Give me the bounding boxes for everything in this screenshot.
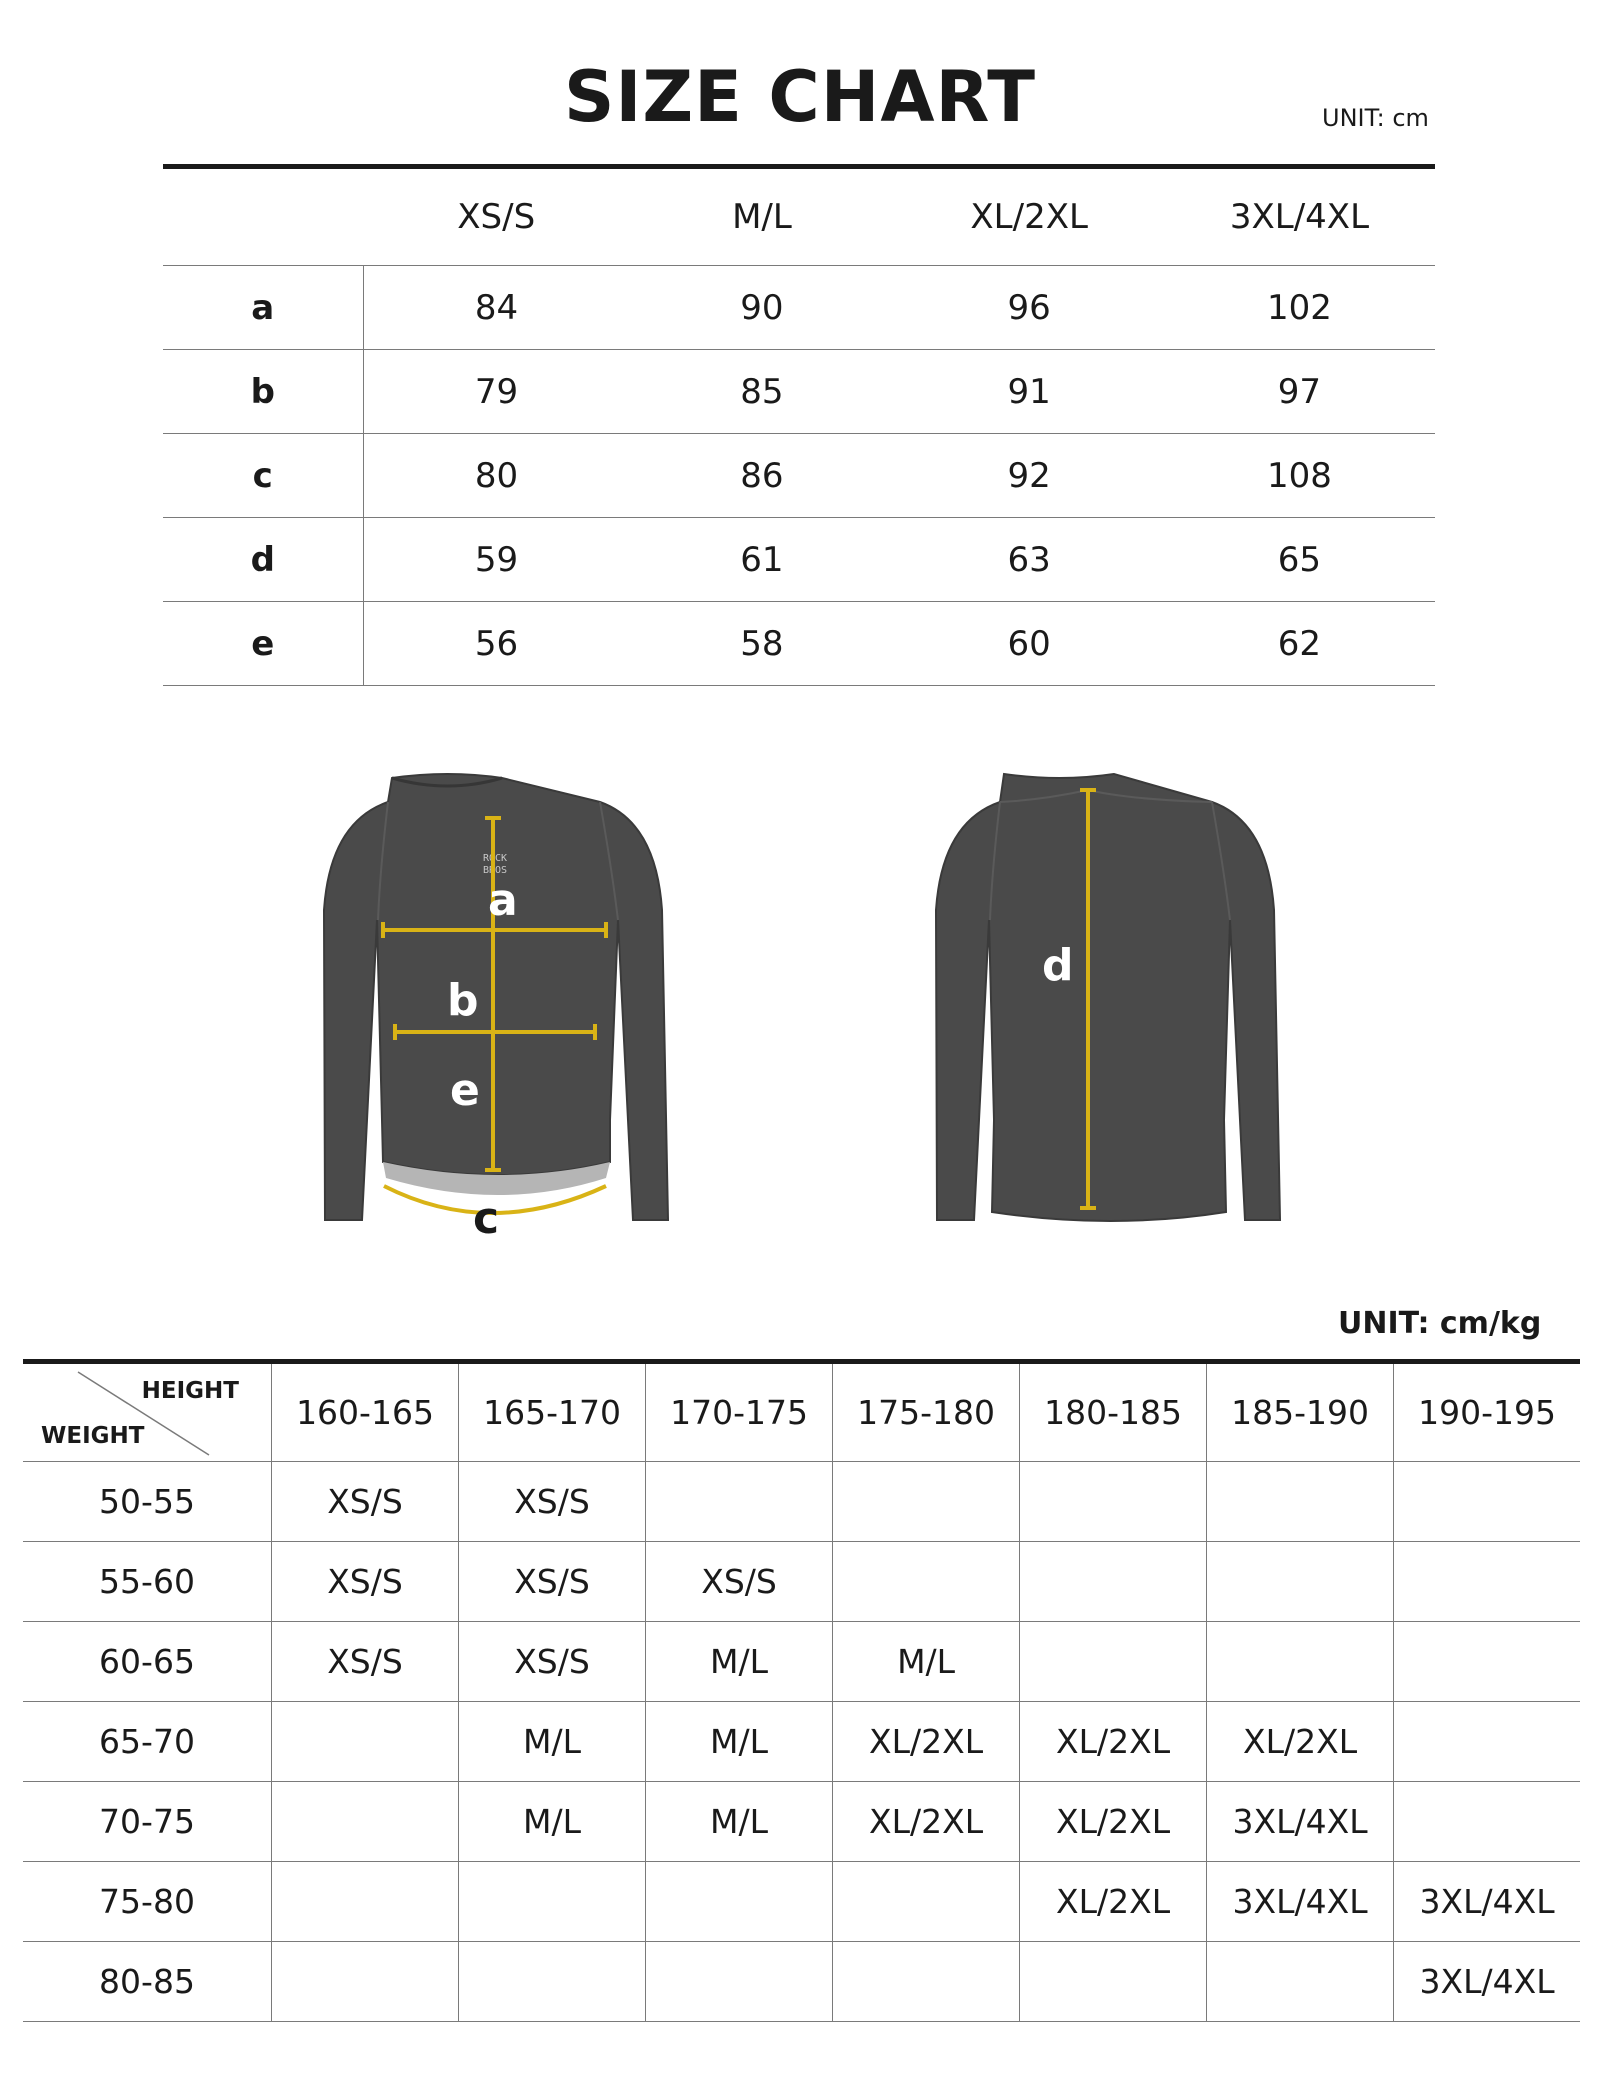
weight-row-label: 65-70: [23, 1702, 272, 1782]
fit-cell: [272, 1702, 459, 1782]
fit-cell: [1394, 1702, 1580, 1782]
measurement-cell: 97: [1164, 350, 1435, 434]
fit-cell: XL/2XL: [833, 1702, 1020, 1782]
fit-cell: XS/S: [272, 1462, 459, 1542]
fit-unit-label: UNIT: cm/kg: [1338, 1306, 1542, 1341]
height-column-header: 170-175: [646, 1364, 833, 1462]
fit-cell: [646, 1462, 833, 1542]
height-column-header: 190-195: [1394, 1364, 1580, 1462]
height-column-header: 165-170: [459, 1364, 646, 1462]
label-d: d: [1042, 940, 1074, 991]
size-column-header: 3XL/4XL: [1164, 169, 1435, 266]
weight-row-label: 80-85: [23, 1942, 272, 2022]
measurement-cell: 60: [894, 602, 1163, 686]
label-a: a: [488, 875, 518, 926]
fit-cell: XL/2XL: [833, 1782, 1020, 1862]
fit-cell: XL/2XL: [1020, 1862, 1207, 1942]
fit-cell: [272, 1782, 459, 1862]
brand-mark-line-1: ROCK: [483, 853, 508, 864]
weight-axis-label: WEIGHT: [41, 1423, 145, 1449]
height-axis-label: HEIGHT: [141, 1378, 239, 1404]
fit-cell: XS/S: [272, 1622, 459, 1702]
fit-cell: [833, 1542, 1020, 1622]
measurement-row-a: [163, 266, 1435, 350]
fit-row: [23, 1782, 1580, 1862]
measurement-cell: 79: [363, 350, 629, 434]
height-column-header: 160-165: [272, 1364, 459, 1462]
fit-header-row: [23, 1364, 1580, 1462]
measure-unit-label: UNIT: cm: [1322, 104, 1429, 132]
fit-cell: M/L: [646, 1702, 833, 1782]
fit-cell: [1207, 1542, 1394, 1622]
measurement-cell: 62: [1164, 602, 1435, 686]
measurement-cell: 59: [363, 518, 629, 602]
measurement-header-row: [163, 169, 1435, 266]
fit-cell: [1020, 1622, 1207, 1702]
fit-cell: [459, 1862, 646, 1942]
measurement-table: [163, 169, 1435, 686]
measurement-cell: 102: [1164, 266, 1435, 350]
measurement-cell: 92: [894, 434, 1163, 518]
measurement-cell: 96: [894, 266, 1163, 350]
fit-cell: [272, 1942, 459, 2022]
fit-cell: 3XL/4XL: [1394, 1862, 1580, 1942]
fit-row: [23, 1542, 1580, 1622]
fit-cell: XL/2XL: [1020, 1782, 1207, 1862]
weight-row-label: 75-80: [23, 1862, 272, 1942]
size-column-header: XL/2XL: [894, 169, 1163, 266]
height-column-header: 180-185: [1020, 1364, 1207, 1462]
fit-cell: XL/2XL: [1207, 1702, 1394, 1782]
fit-cell: 3XL/4XL: [1394, 1942, 1580, 2022]
fit-row: [23, 1862, 1580, 1942]
fit-cell: [1394, 1462, 1580, 1542]
height-column-header: 185-190: [1207, 1364, 1394, 1462]
measurement-cell: 108: [1164, 434, 1435, 518]
page-title: SIZE CHART: [563, 56, 1037, 138]
measurement-cell: 85: [629, 350, 894, 434]
measurement-row-d: [163, 518, 1435, 602]
fit-cell: [1020, 1542, 1207, 1622]
label-b: b: [447, 975, 479, 1026]
fit-cell: [646, 1942, 833, 2022]
fit-cell: M/L: [646, 1622, 833, 1702]
weight-row-label: 55-60: [23, 1542, 272, 1622]
fit-cell: XS/S: [459, 1542, 646, 1622]
height-column-header: 175-180: [833, 1364, 1020, 1462]
fit-cell: 3XL/4XL: [1207, 1862, 1394, 1942]
fit-cell: M/L: [459, 1782, 646, 1862]
fit-cell: XS/S: [459, 1622, 646, 1702]
measurement-cell: 61: [629, 518, 894, 602]
fit-cell: [833, 1862, 1020, 1942]
fit-cell: [1394, 1622, 1580, 1702]
fit-cell: M/L: [833, 1622, 1020, 1702]
fit-cell: XS/S: [459, 1462, 646, 1542]
back-shirt-view: [936, 774, 1280, 1221]
fit-cell: [1394, 1782, 1580, 1862]
measurement-cell: 84: [363, 266, 629, 350]
fit-cell: XL/2XL: [1020, 1702, 1207, 1782]
garment-illustration: [300, 760, 1300, 1260]
fit-cell: 3XL/4XL: [1207, 1782, 1394, 1862]
back-shirt-body: [936, 774, 1280, 1221]
measurement-row-c: [163, 434, 1435, 518]
row-label: b: [163, 350, 363, 434]
fit-corner-cell: [23, 1364, 272, 1462]
measurement-cell: 91: [894, 350, 1163, 434]
row-label: a: [163, 266, 363, 350]
fit-cell: [459, 1942, 646, 2022]
fit-cell: [646, 1862, 833, 1942]
measurement-cell: 86: [629, 434, 894, 518]
label-c: c: [473, 1193, 500, 1244]
front-shirt-view: [324, 774, 668, 1244]
fit-row: [23, 1462, 1580, 1542]
weight-row-label: 50-55: [23, 1462, 272, 1542]
fit-row: [23, 1702, 1580, 1782]
measurement-cell: 90: [629, 266, 894, 350]
fit-cell: XS/S: [646, 1542, 833, 1622]
measurement-row-b: [163, 350, 1435, 434]
label-e: e: [450, 1065, 480, 1116]
fit-cell: XS/S: [272, 1542, 459, 1622]
fit-cell: [272, 1862, 459, 1942]
front-shirt-body: [324, 774, 668, 1220]
measurement-cell: 63: [894, 518, 1163, 602]
fit-cell: [833, 1942, 1020, 2022]
fit-guide-table: [23, 1364, 1580, 2022]
fit-cell: M/L: [459, 1702, 646, 1782]
brand-mark-line-2: BROS: [483, 865, 508, 876]
fit-cell: [1207, 1462, 1394, 1542]
fit-cell: [1020, 1942, 1207, 2022]
row-label: e: [163, 602, 363, 686]
fit-row: [23, 1622, 1580, 1702]
fit-row: [23, 1942, 1580, 2022]
fit-cell: M/L: [646, 1782, 833, 1862]
fit-cell: [833, 1462, 1020, 1542]
fit-cell: [1394, 1542, 1580, 1622]
weight-row-label: 60-65: [23, 1622, 272, 1702]
measurement-cell: 58: [629, 602, 894, 686]
header-corner: [163, 169, 363, 266]
fit-cell: [1207, 1942, 1394, 2022]
measurement-row-e: [163, 602, 1435, 686]
fit-cell: [1020, 1462, 1207, 1542]
weight-row-label: 70-75: [23, 1782, 272, 1862]
measurement-cell: 65: [1164, 518, 1435, 602]
row-label: d: [163, 518, 363, 602]
measurement-cell: 80: [363, 434, 629, 518]
fit-cell: [1207, 1622, 1394, 1702]
size-column-header: M/L: [629, 169, 894, 266]
measurement-cell: 56: [363, 602, 629, 686]
row-label: c: [163, 434, 363, 518]
size-column-header: XS/S: [363, 169, 629, 266]
